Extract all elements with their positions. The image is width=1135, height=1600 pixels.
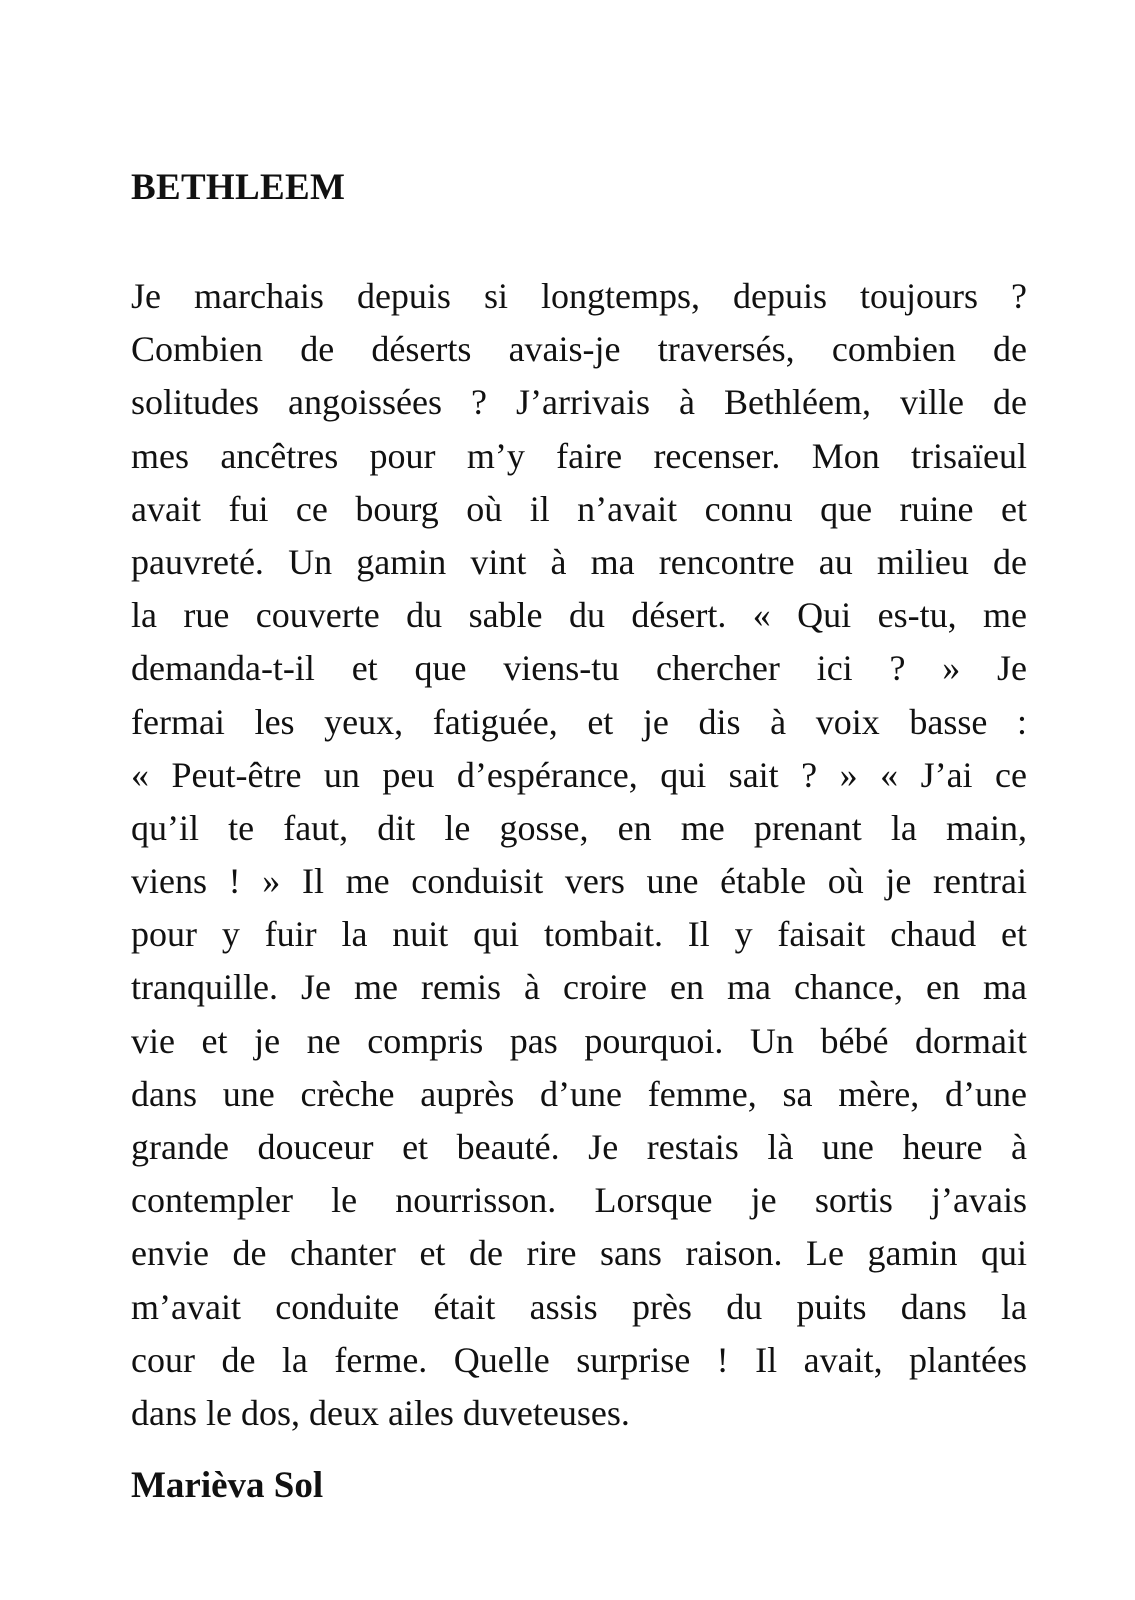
paragraph-line: contempler le nourrisson. Lorsque je sortis j’avais — [131, 1180, 1027, 1221]
paragraph-line: la rue couverte du sable du désert. « Qui es-tu, me — [131, 595, 1027, 636]
paragraph-line: m’avait conduite était assis près du puits dans la — [131, 1286, 1027, 1327]
paragraph-line: grande douceur et beauté. Je restais là une heure à — [131, 1127, 1027, 1167]
paragraph-line: tranquille. Je me remis à croire en ma chance, en ma — [131, 967, 1027, 1008]
paragraph-line: demanda-t-il et que viens-tu chercher ici ? » Je — [131, 648, 1027, 689]
paragraph-line: qu’il te faut, dit le gosse, en me prenant la main, — [131, 807, 1027, 848]
paragraph-line: pour y fuir la nuit qui tombait. Il y faisait chaud et — [131, 914, 1027, 955]
story-paragraph — [131, 270, 1027, 1440]
paragraph-line: pauvreté. Un gamin vint à ma rencontre au milieu de — [131, 541, 1027, 582]
paragraph-line: mes ancêtres pour m’y faire recenser. Mon trisaïeul — [131, 435, 1027, 476]
paragraph-line: viens ! » Il me conduisit vers une étable où je rentrai — [131, 861, 1027, 902]
document-title: BETHLEEM — [131, 167, 346, 208]
paragraph-line: avait fui ce bourg où il n’avait connu que ruine et — [131, 488, 1027, 529]
paragraph-line: dans une crèche auprès d’une femme, sa mère, d’une — [131, 1073, 1027, 1114]
paragraph-line: solitudes angoissées ? J’arrivais à Bethléem, ville de — [131, 382, 1027, 423]
paragraph-line: envie de chanter et de rire sans raison. Le gamin qui — [131, 1233, 1027, 1274]
paragraph-line: dans le dos, deux ailes duveteuses. — [131, 1392, 630, 1433]
paragraph-line: vie et je ne compris pas pourquoi. Un bébé dormait — [131, 1020, 1027, 1061]
paragraph-line: cour de la ferme. Quelle surprise ! Il avait, plantées — [131, 1339, 1027, 1380]
paragraph-line: Je marchais depuis si longtemps, depuis toujours ? — [131, 276, 1027, 316]
paragraph-line: fermai les yeux, fatiguée, et je dis à voix basse : — [131, 701, 1027, 742]
author-signature: Marièva Sol — [131, 1465, 324, 1506]
paragraph-line: « Peut-être un peu d’espérance, qui sait ? » « J’ai ce — [131, 754, 1027, 795]
paragraph-line: Combien de déserts avais-je traversés, combien de — [131, 329, 1027, 370]
